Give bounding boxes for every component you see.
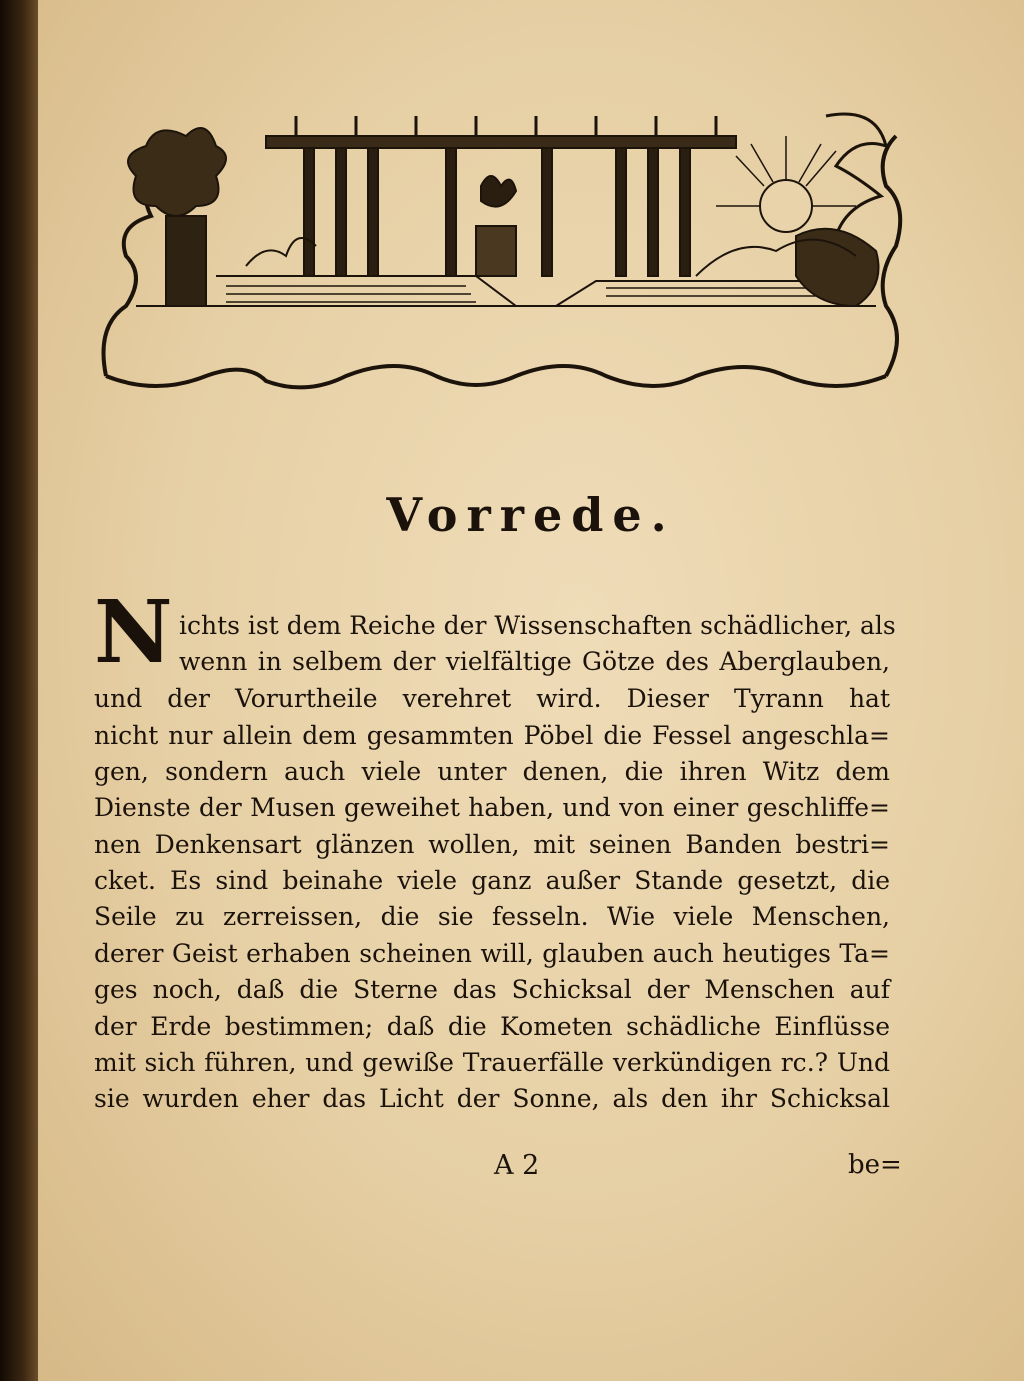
text-line: nen Denkensart glänzen wollen, mit seinen Banden bestri= [94, 830, 890, 859]
text-line: ges noch, daß die Sterne das Schicksal der Menschen auf [94, 975, 890, 1004]
text-line: gen, sondern auch viele unter denen, die ihren Witz dem [94, 757, 890, 786]
text-line: ichts ist dem Reiche der Wissenschaften schädlicher, als [179, 611, 896, 640]
text-line: cket. Es sind beinahe viele ganz außer Stande gesetzt, die [94, 866, 890, 895]
text-line: sie wurden eher das Licht der Sonne, als den ihr Schicksal [94, 1084, 890, 1113]
signature-mark: A 2 [494, 1150, 540, 1181]
book-page [38, 0, 1024, 1381]
drop-cap-initial: N [94, 582, 173, 683]
text-line: der Erde bestimmen; daß die Kometen schädliche Einflüsse [94, 1012, 890, 1041]
text-line: Seile zu zerreissen, die sie fesseln. Wie viele Menschen, [94, 902, 890, 931]
catchword: be= [848, 1150, 902, 1180]
text-line: Dienste der Musen geweihet haben, und von einer geschliffe= [94, 793, 890, 822]
text-line: nicht nur allein dem gesammten Pöbel die Fessel angeschla= [94, 721, 890, 750]
text-line: und der Vorurtheile verehret wird. Dieser Tyrann hat [94, 684, 890, 713]
text-line: derer Geist erhaben scheinen will, glauben auch heutiges Ta= [94, 939, 890, 968]
ornamental-vignette [96, 76, 908, 396]
page-title: Vorrede. [386, 488, 676, 542]
book-spine-shadow [0, 0, 38, 1381]
text-line: mit sich führen, und gewiße Trauerfälle verkündigen rc.? Und [94, 1048, 890, 1077]
text-line: wenn in selbem der vielfältige Götze des Aberglauben, [179, 647, 890, 676]
